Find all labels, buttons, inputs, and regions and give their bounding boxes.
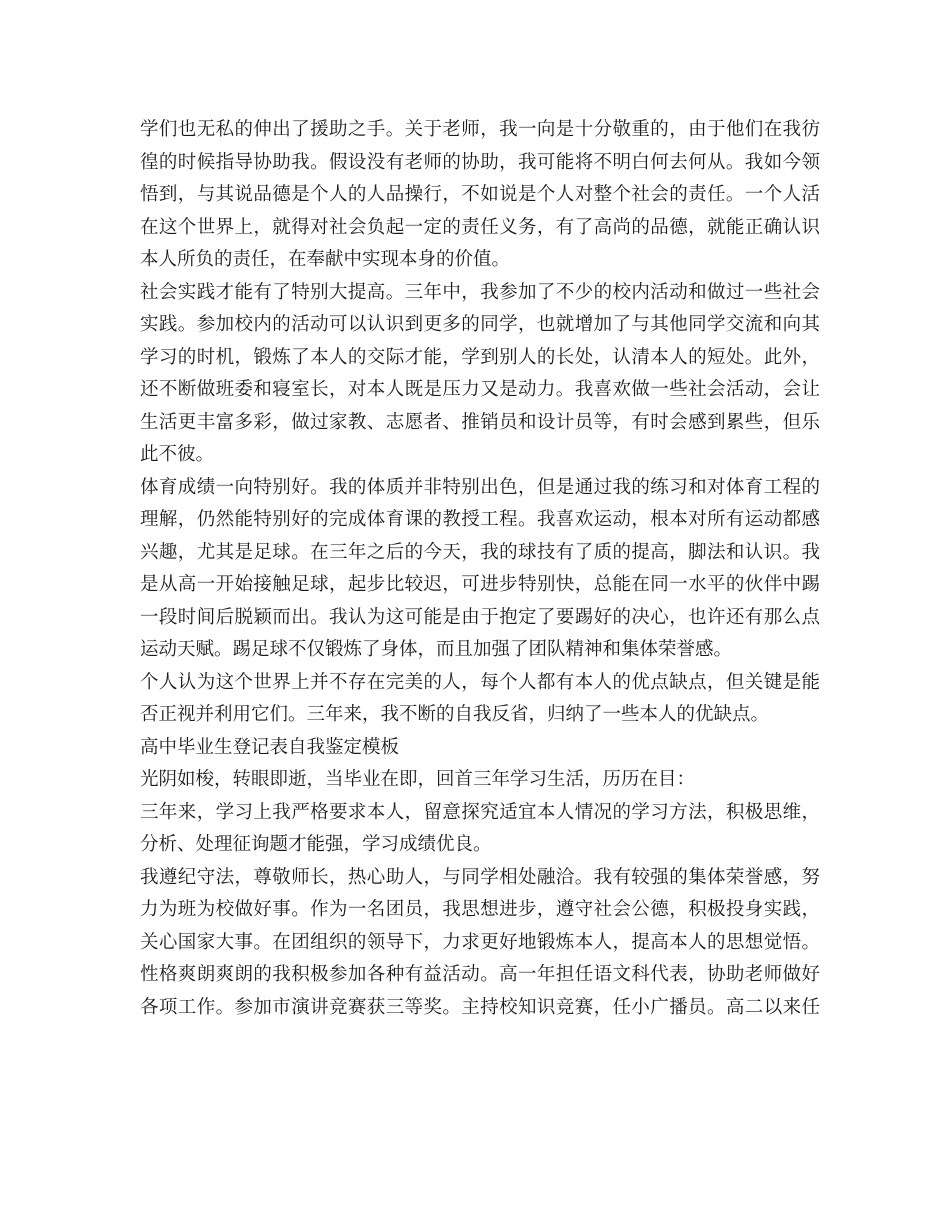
text-line: 个人认为这个世界上并不存在完美的人，每个人都有本人的优点缺点，但关键是能 [140,671,820,693]
text-line: 否正视并利用它们。三年来，我不断的自我反省，归纳了一些本人的优缺点。 [140,704,770,725]
text-line: 生活更丰富多彩，做过家教、志愿者、推销员和设计员等，有时会感到累些，但乐 [140,411,820,433]
text-line: 兴趣，尤其是足球。在三年之后的今天，我的球技有了质的提高，脚法和认识。我 [140,541,820,563]
text-line: 运动天赋。踢足球不仅锻炼了身体，而且加强了团队精神和集体荣誉感。 [140,639,733,660]
text-line: 力为班为校做好事。作为一名团员，我思想进步，遵守社会公德，积极投身实践， [140,899,820,920]
text-line: 三年来，学习上我严格要求本人，留意探究适宜本人情况的学习方法，积极思维， [140,801,820,823]
text-line: 体育成绩一向特别好。我的体质并非特别出色，但是通过我的练习和对体育工程的 [140,476,820,498]
text-line: 学习的时机，锻炼了本人的交际才能，学到别人的长处，认清本人的短处。此外， [140,346,820,368]
text-line: 理解，仍然能特别好的完成体育课的教授工程。我喜欢运动，根本对所有运动都感 [140,509,820,530]
text-line: 我遵纪守法，尊敬师长，热心助人，与同学相处融洽。我有较强的集体荣誉感，努 [140,866,820,888]
text-line: 本人所负的责任，在奉献中实现本身的价值。 [140,249,511,270]
text-line: 在这个世界上，就得对社会负起一定的责任义务，有了高尚的品德，就能正确认识 [140,216,820,238]
text-line: 一段时间后脱颖而出。我认为这可能是由于抱定了要踢好的决心，也许还有那么点 [140,606,820,628]
text-line: 悟到，与其说品德是个人的人品操行，不如说是个人对整个社会的责任。一个人活 [140,184,820,205]
document-body [140,114,820,1024]
text-line: 此不彼。 [140,444,215,465]
text-line: 光阴如梭，转眼即逝，当毕业在即，回首三年学习生活，历历在目： [140,769,696,790]
text-line: 高中毕业生登记表自我鉴定模板 [140,736,400,758]
text-line: 实践。参加校内的活动可以认识到更多的同学，也就增加了与其他同学交流和向其 [140,314,820,335]
text-line: 社会实践才能有了特别大提高。三年中，我参加了不少的校内活动和做过一些社会 [140,281,820,303]
text-line: 分析、处理征询题才能强，学习成绩优良。 [140,834,492,855]
text-line: 是从高一开始接触足球，起步比较迟，可进步特别快，总能在同一水平的伙伴中踢 [140,574,820,595]
text-line: 性格爽朗爽朗的我积极参加各种有益活动。高一年担任语文科代表，协助老师做好 [140,964,820,985]
text-line: 还不断做班委和寝室长，对本人既是压力又是动力。我喜欢做一些社会活动，会让 [140,379,820,400]
text-line: 各项工作。参加市演讲竞赛获三等奖。主持校知识竞赛，任小广播员。高二以来任 [140,996,820,1018]
text-line: 关心国家大事。在团组织的领导下，力求更好地锻炼本人，提高本人的思想觉悟。 [140,931,820,953]
text-line: 学们也无私的伸出了援助之手。关于老师，我一向是十分敬重的，由于他们在我彷 [140,119,820,140]
text-line: 徨的时候指导协助我。假设没有老师的协助，我可能将不明白何去何从。我如今领 [140,151,820,173]
